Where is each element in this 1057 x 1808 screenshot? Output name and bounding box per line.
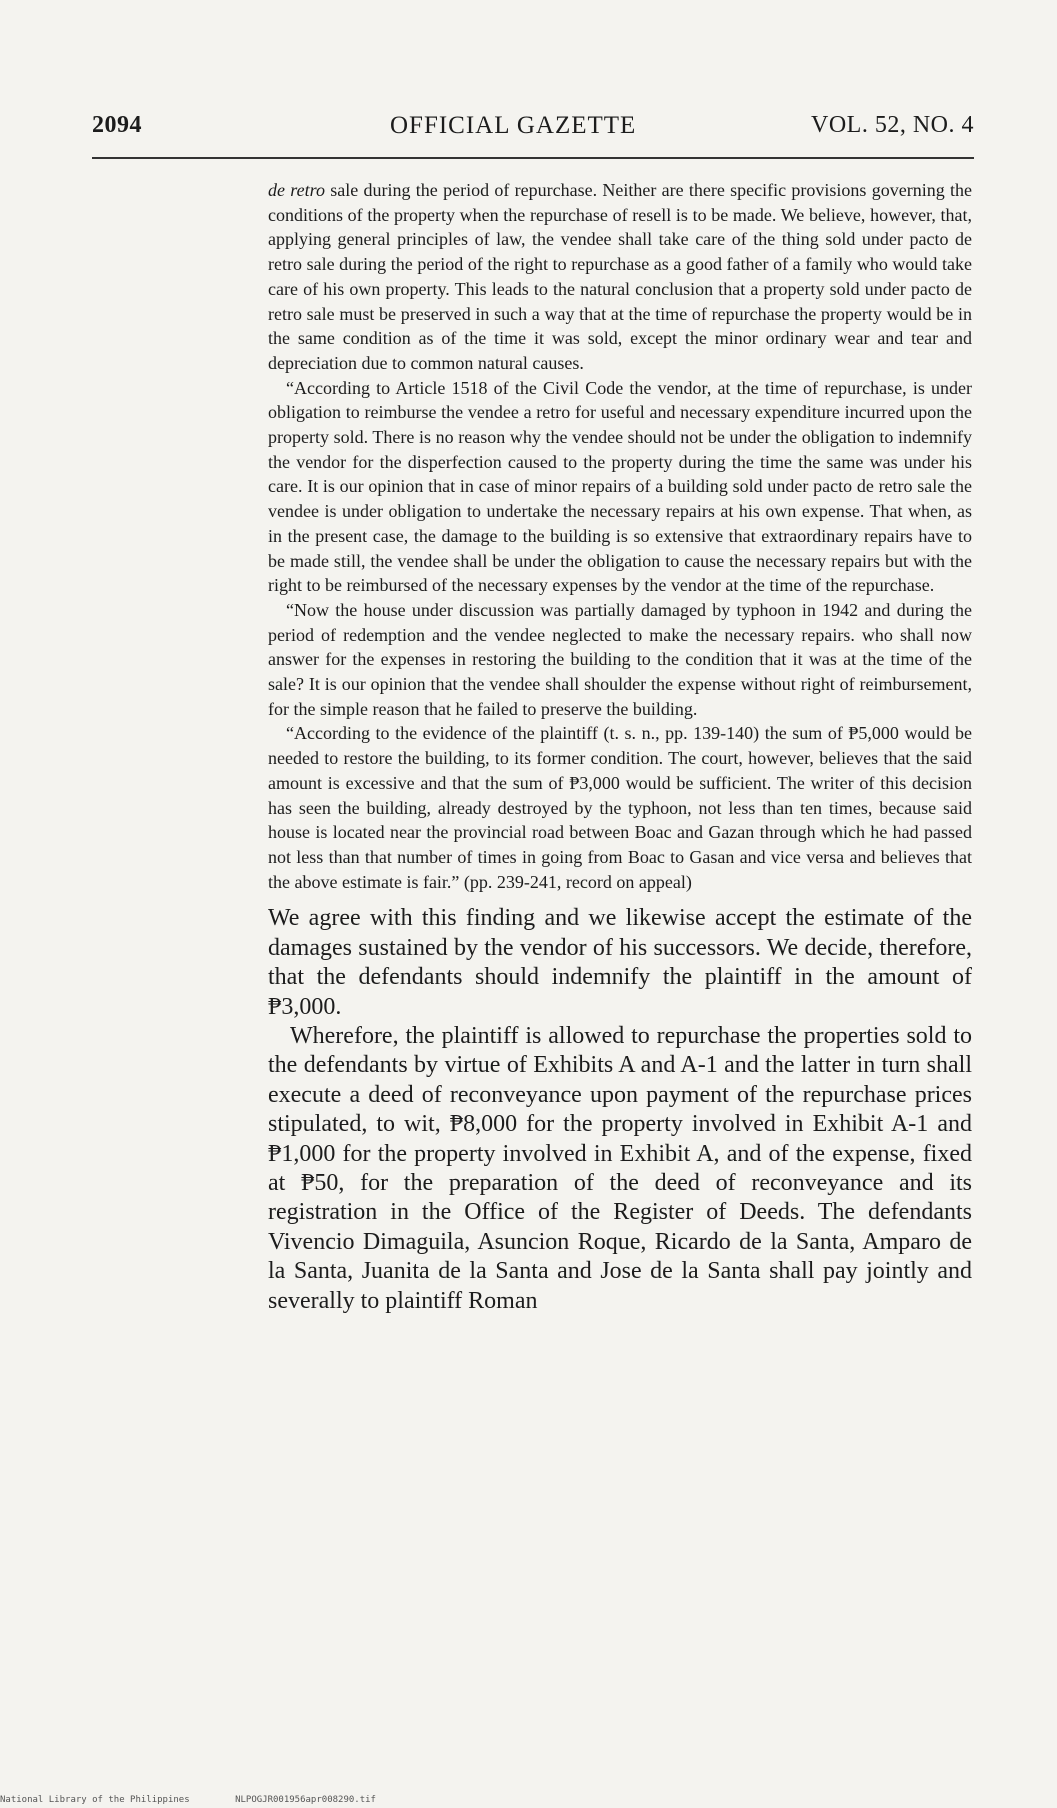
quote-paragraph-3: “Now the house under discussion was partially damaged by typhoon in 1942 and during the period of redemption and the vendee neglected to make the necessary repairs. who shall now answer for the expenses in restoring the building to the condition that it was at the time of the sale? It is our opinion that the vendee shall shoulder the expense without right of reimbursement, for the simple reason that he failed to preserve the building. [268, 599, 972, 719]
ruling-paragraph-1: We agree with this finding and we likewise accept the estimate of the damages sustained by the vendor of his successors. We decide, therefore, that the defendants should indemnify the plaintiff in the amount of ₱3,000. [268, 905, 972, 1020]
header-rule [92, 157, 974, 159]
court-ruling [268, 904, 972, 1316]
volume-number: VOL. 52, NO. 4 [811, 112, 974, 138]
quote-paragraph-1-text: sale during the period of repurchase. Neither are there specific provisions governing the conditions of the property when the repurchase of resell is to be made. We believe, however, that, applying general principles of law, the vendee shall take care of the thing sold under pacto de retro sale during the period of the right to repurchase as a good father of a family who would take care of his own property. This leads to the natural conclusion that a property sold under pacto de retro sale must be preserved in such a way that at the time of repurchase the property would be in the same condition as of the time it was sold, except the minor ordinary wear and tear and depreciation due to common natural causes. [268, 180, 972, 373]
quote-paragraph-4: “According to the evidence of the plaintiff (t. s. n., pp. 139-140) the sum of ₱5,000 would be needed to restore the building, to its former condition. The court, however, believes that the said amount is excessive and that the sum of ₱3,000 would be sufficient. The writer of this decision has seen the building, already destroyed by the typhoon, not less than ten times, because said house is located near the provincial road between Boac and Gazan through which he had passed not less than that number of times in going from Boac to Gasan and vice versa and believes that the above estimate is fair.” (pp. 239-241, record on appeal) [268, 723, 972, 892]
page-number: 2094 [92, 112, 142, 138]
scan-file-name: NLPOGJR001956apr008290.tif [235, 1795, 376, 1805]
ruling-paragraph-2: Wherefore, the plaintiff is allowed to repurchase the properties sold to the defendants by virtue of Exhibits A and A-1 and the latter in turn shall execute a deed of reconveyance upon payment of the repurchase prices stipulated, to wit, ₱8,000 for the property involved in Exhibit A-1 and ₱1,000 for the property involved in Exhibit A, and of the expense, fixed at ₱50, for the preparation of the deed of reconveyance and its registration in the Office of the Register of Deeds. The defendants Vivencio Dimaguila, Asuncion Roque, Ricardo de la Santa, Amparo de la Santa, Juanita de la Santa and Jose de la Santa shall pay jointly and severally to plaintiff Roman [268, 1023, 972, 1314]
quote-italic-lead: de retro [268, 180, 325, 200]
quoted-decision [268, 178, 972, 894]
page-header [92, 112, 974, 152]
quote-paragraph-2: “According to Article 1518 of the Civil Code the vendor, at the time of repurchase, is under obligation to reimburse the vendee a retro for useful and necessary expenditure incurred upon the property sold. There is no reason why the vendee should not be under the obligation to indemnify the vendor for the disperfection caused to the property during the time the same was under his care. It is our opinion that in case of minor repairs of a building sold under pacto de retro sale the vendee is under obligation to undertake the necessary repairs at his own expense. That when, as in the present case, the damage to the building is so extensive that extraordinary repairs have to be made still, the vendee shall be under the obligation to cause the necessary repairs but with the right to be reimbursed of the necessary expenses by the vendor at the time of the repurchase. [268, 377, 972, 596]
library-credit: National Library of the Philippines [0, 1795, 190, 1805]
page-body [268, 178, 972, 1316]
publication-title: OFFICIAL GAZETTE [390, 112, 637, 139]
scan-footer [0, 1795, 416, 1805]
quote-paragraph-1 [268, 178, 972, 376]
